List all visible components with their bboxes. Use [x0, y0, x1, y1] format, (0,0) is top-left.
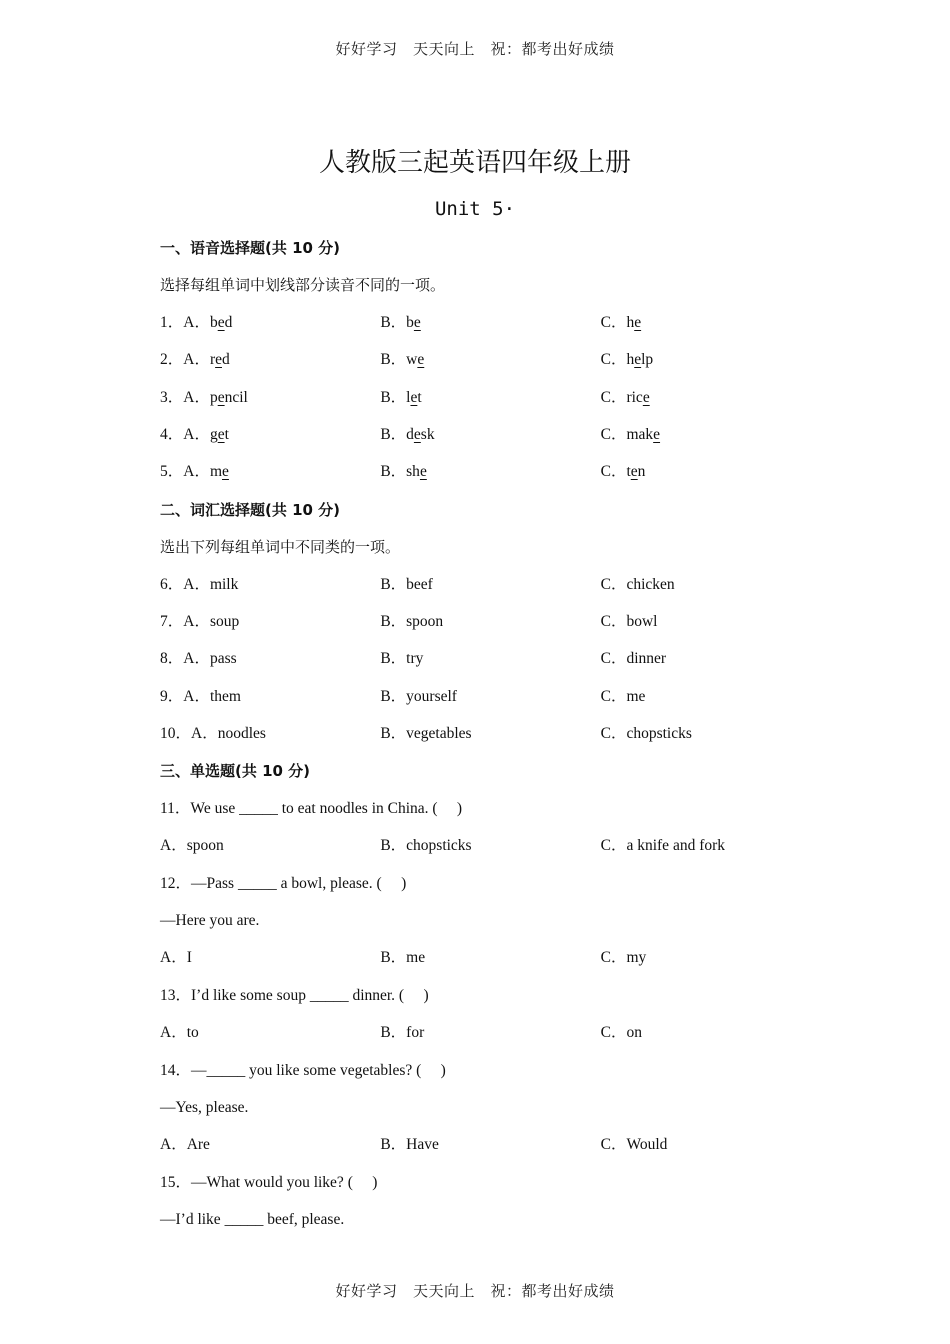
- question-3-option-b[interactable]: B．let: [380, 388, 422, 406]
- question-14-options: [160, 1130, 800, 1167]
- question-6-option-b[interactable]: B．beef: [380, 575, 433, 593]
- question-14-option-a[interactable]: A．Are: [160, 1136, 210, 1154]
- question-8-option-c[interactable]: C．dinner: [600, 650, 667, 668]
- question-5-options: [160, 457, 800, 494]
- question-13-stem: 13．I’d like some soup _____ dinner. ( ): [160, 986, 429, 1004]
- question-6-option-a[interactable]: 6．A．milk: [160, 575, 239, 593]
- question-7-option-a[interactable]: 7．A．soup: [160, 612, 240, 630]
- question-14-option-b[interactable]: B．Have: [380, 1136, 439, 1154]
- exam-content: [160, 233, 800, 1243]
- question-9-option-a[interactable]: 9．A．them: [160, 687, 241, 705]
- question-3-option-a[interactable]: 3．A．pencil: [160, 388, 248, 406]
- section-3-title: 三、单选题(共 10 分): [160, 762, 311, 781]
- document-subtitle: Unit 5·: [434, 198, 516, 220]
- question-11-option-b[interactable]: B．chopsticks: [380, 837, 472, 855]
- section-2-items: [160, 570, 800, 757]
- question-5-option-b[interactable]: B．she: [380, 463, 427, 481]
- question-4-option-b[interactable]: B．desk: [380, 425, 435, 443]
- question-9-option-c[interactable]: C．me: [600, 687, 646, 705]
- question-1-options: [160, 308, 800, 345]
- question-5-option-a[interactable]: 5．A．me: [160, 463, 229, 481]
- question-9-options: [160, 682, 800, 719]
- question-3-option-c[interactable]: C．rice: [600, 388, 650, 406]
- section-2-instruction: 选出下列每组单词中不同类的一项。: [160, 538, 401, 557]
- question-15-reply: —I’d like _____ beef, please.: [160, 1211, 345, 1229]
- page-header: 好好学习 天天向上 祝：都考出好成绩: [335, 40, 615, 58]
- question-7-option-c[interactable]: C．bowl: [600, 612, 658, 630]
- question-7-options: [160, 607, 800, 644]
- question-7-option-b[interactable]: B．spoon: [380, 612, 444, 630]
- question-1-option-c[interactable]: C．he: [600, 313, 642, 331]
- question-14-option-c[interactable]: C．Would: [600, 1136, 668, 1154]
- question-13-option-a[interactable]: A．to: [160, 1024, 199, 1042]
- question-9-option-b[interactable]: B．yourself: [380, 687, 457, 705]
- section-1-items: [160, 308, 800, 495]
- question-3-options: [160, 383, 800, 420]
- question-1-option-a[interactable]: 1．A．bed: [160, 313, 233, 331]
- question-8-options: [160, 644, 800, 681]
- question-11-option-c[interactable]: C．a knife and fork: [600, 837, 726, 855]
- page-footer: 好好学习 天天向上 祝：都考出好成绩: [335, 1282, 615, 1300]
- question-11-options: [160, 831, 800, 868]
- question-10-option-a[interactable]: 10．A．noodles: [160, 725, 266, 743]
- question-12-stem: 12．—Pass _____ a bowl, please. ( ): [160, 874, 407, 892]
- question-6-option-c[interactable]: C．chicken: [600, 575, 675, 593]
- question-2-option-b[interactable]: B．we: [380, 351, 425, 369]
- question-4-options: [160, 420, 800, 457]
- question-10-options: [160, 719, 800, 756]
- question-12-options: [160, 943, 800, 980]
- question-13-option-c[interactable]: C．on: [600, 1024, 642, 1042]
- question-15-stem: 15．—What would you like? ( ): [160, 1173, 378, 1191]
- document-title: 人教版三起英语四年级上册: [318, 148, 631, 178]
- question-12-option-c[interactable]: C．my: [600, 949, 647, 967]
- question-8-option-a[interactable]: 8．A．pass: [160, 650, 237, 668]
- section-1-instruction: 选择每组单词中划线部分读音不同的一项。: [160, 276, 446, 295]
- question-11-option-a[interactable]: A．spoon: [160, 837, 224, 855]
- question-14-stem: 14．—_____ you like some vegetables? ( ): [160, 1061, 446, 1079]
- question-1-option-b[interactable]: B．be: [380, 313, 421, 331]
- question-12-reply: —Here you are.: [160, 912, 260, 930]
- section-2-title: 二、词汇选择题(共 10 分): [160, 500, 341, 519]
- question-10-option-c[interactable]: C．chopsticks: [600, 725, 692, 743]
- question-10-option-b[interactable]: B．vegetables: [380, 725, 472, 743]
- question-13-option-b[interactable]: B．for: [380, 1024, 425, 1042]
- section-1-title: 一、语音选择题(共 10 分): [160, 239, 341, 257]
- question-4-option-c[interactable]: C．make: [600, 425, 661, 443]
- question-8-option-b[interactable]: B．try: [380, 650, 424, 668]
- question-12-option-b[interactable]: B．me: [380, 949, 426, 967]
- question-4-option-a[interactable]: 4．A．get: [160, 425, 229, 443]
- question-5-option-c[interactable]: C．ten: [600, 463, 646, 481]
- question-13-options: [160, 1018, 800, 1055]
- question-2-option-c[interactable]: C．help: [600, 351, 654, 369]
- question-14-reply: —Yes, please.: [160, 1098, 249, 1116]
- question-2-options: [160, 345, 800, 382]
- question-12-option-a[interactable]: A．I: [160, 949, 192, 967]
- question-6-options: [160, 570, 800, 607]
- question-2-option-a[interactable]: 2．A．red: [160, 351, 230, 369]
- question-11-stem: 11．We use _____ to eat noodles in China. ( ): [160, 799, 463, 817]
